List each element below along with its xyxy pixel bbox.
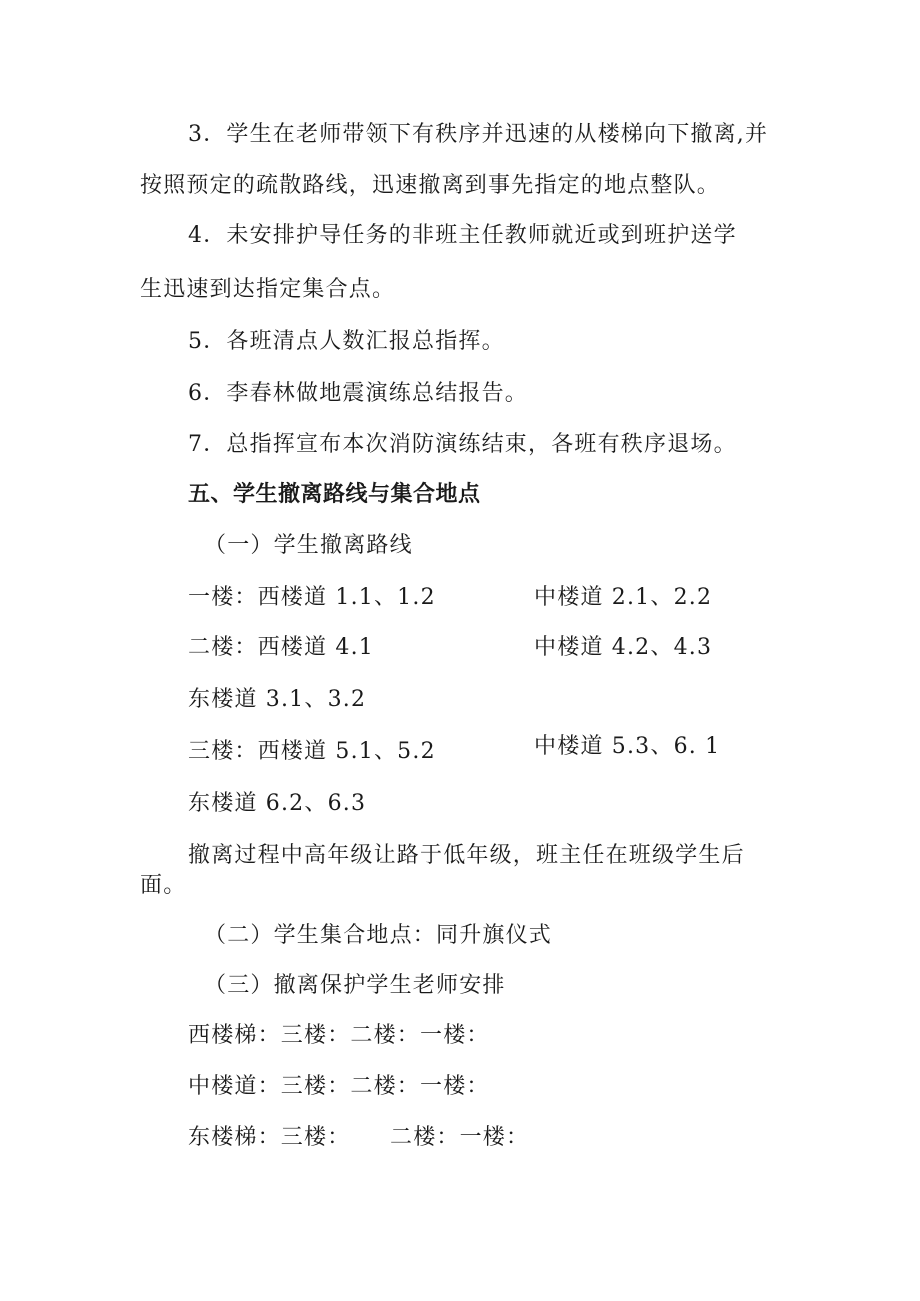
section5-heading: 五、学生撤离路线与集合地点 <box>188 482 481 507</box>
floor2-east-route: 东楼道 3.1、3.2 <box>188 687 367 712</box>
east-stairs-assignment: 东楼梯：三楼： <box>188 1125 351 1150</box>
west-stairs-assignment: 西楼梯：三楼：二楼：一楼： <box>188 1023 490 1048</box>
subsection2-title: （二）学生集合地点：同升旗仪式 <box>204 923 553 948</box>
step4-line2: 生迅速到达指定集合点。 <box>140 277 396 302</box>
floor1-west-route: 一楼：西楼道 1.1、1.2 <box>188 585 436 610</box>
evacuation-note-line2: 面。 <box>140 873 187 898</box>
step6: 6．李春林做地震演练总结报告。 <box>188 381 528 406</box>
floor3-west-route: 三楼：西楼道 5.1、5.2 <box>188 739 436 764</box>
subsection1-title: （一）学生撤离路线 <box>204 533 413 558</box>
floor3-middle-route: 中楼道 5.3、6. 1 <box>534 734 721 759</box>
floor2-middle-route: 中楼道 4.2、4.3 <box>534 635 713 660</box>
floor3-east-route: 东楼道 6.2、6.3 <box>188 791 367 816</box>
east-stairs-assignment-cont: 二楼：一楼： <box>390 1125 530 1150</box>
middle-stairs-assignment: 中楼道：三楼：二楼：一楼： <box>188 1074 490 1099</box>
floor1-middle-route: 中楼道 2.1、2.2 <box>534 585 713 610</box>
evacuation-note-line1: 撤离过程中高年级让路于低年级，班主任在班级学生后 <box>188 843 745 868</box>
step3-line1: 3．学生在老师带领下有秩序并迅速的从楼梯向下撤离,并 <box>188 122 769 147</box>
floor2-west-route: 二楼：西楼道 4.1 <box>188 635 374 660</box>
step7: 7．总指挥宣布本次消防演练结束，各班有秩序退场。 <box>188 432 737 457</box>
step4-line1: 4．未安排护导任务的非班主任教师就近或到班护送学 <box>188 223 737 248</box>
step5: 5．各班清点人数汇报总指挥。 <box>188 329 505 354</box>
step3-line2: 按照预定的疏散路线，迅速撤离到事先指定的地点整队。 <box>140 173 721 198</box>
subsection3-title: （三）撤离保护学生老师安排 <box>204 973 506 998</box>
